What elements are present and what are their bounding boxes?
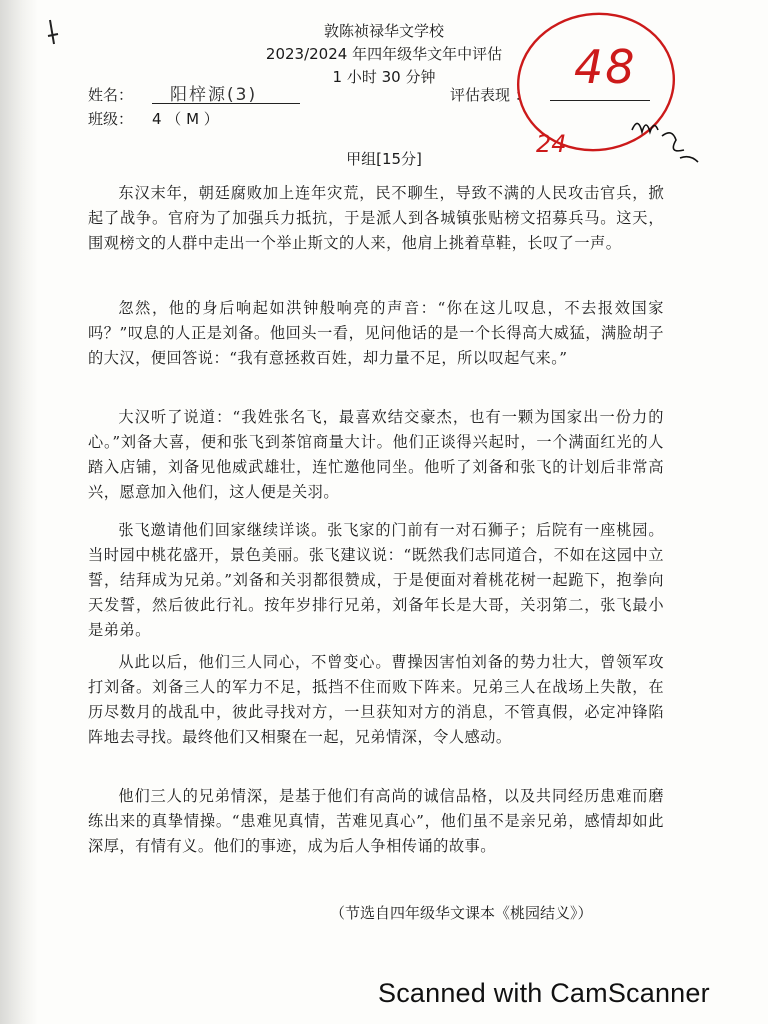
paragraph-6: 他们三人的兄弟情深，是基于他们有高尚的诚信品格，以及共同经历患难而磨练出来的真挚情操。“患难见真情，苦难见真心”，他们虽不是亲兄弟，感情却如此深厚，有情有义。他们的事迹，成为后人争相传诵的故事。 bbox=[88, 787, 664, 855]
score-value: 48 bbox=[574, 40, 637, 94]
school-name: 敦陈祯禄华文学校 bbox=[323, 22, 444, 40]
paragraph-5: 从此以后，他们三人同心，不曾变心。曹操因害怕刘备的势力壮大，曾领军攻打刘备。刘备三人的军力不足，抵挡不住而败下阵来。兄弟三人在战场上失散，在历尽数月的战乱中，彼此寻找对方，一旦获知对方的消息，不管真假，必定冲锋陷阵地去寻找。最终他们又相聚在一起，兄弟情深，令人感动。 bbox=[88, 653, 664, 746]
paragraph-4: 张飞邀请他们回家继续详谈。张飞家的门前有一对石狮子；后院有一座桃园。当时园中桃花盛开，景色美丽。张飞建议说：“既然我们志同道合，不如在这园中立誓，结拜成为兄弟。”刘备和关羽都很赞成，于是便面对着桃花树一起跪下，抱拳向天发誓，然后彼此行礼。按年岁排行兄弟，刘备年长是大哥，关羽第二，张飞最小是弟弟。 bbox=[88, 521, 664, 639]
camscanner-watermark: Scanned with CamScanner bbox=[378, 978, 710, 1008]
paragraph-2: 忽然，他的身后响起如洪钟般响亮的声音：“你在这儿叹息，不去报效国家吗？”叹息的人正是刘备。他回头一看，见问他话的是一个长得高大威猛，满脸胡子的大汉，便回答说：“我有意拯救百姓，却力量不足，所以叹起气来。” bbox=[88, 299, 664, 367]
paragraph-3: 大汉听了说道：“我姓张名飞，最喜欢结交豪杰，也有一颗为国家出一份力的心。”刘备大喜，便和张飞到茶馆商量大计。他们正谈得兴起时，一个满面红光的人踏入店铺，刘备见他威武雄壮，连忙邀他同坐。他听了刘备和张飞的计划后非常高兴，愿意加入他们，这人便是关羽。 bbox=[88, 408, 664, 501]
exam-duration: 1 小时 30 分钟 bbox=[332, 68, 436, 86]
exam-title: 2023/2024 年四年级华文年中评估 bbox=[265, 45, 503, 63]
name-value: 阳梓源(3) bbox=[170, 85, 258, 105]
paragraph-1: 东汉末年，朝廷腐败加上连年灾荒，民不聊生，导致不满的人民攻击官兵，掀起了战争。官府为了加强兵力抵抗，于是派人到各城镇张贴榜文招募兵马。这天，围观榜文的人群中走出一个举止斯文的人来，他肩上挑着草鞋，长叹了一声。 bbox=[88, 184, 664, 252]
class-label: 班级： bbox=[88, 110, 134, 128]
assessment-label: 评估表现 ： bbox=[450, 86, 530, 104]
section-title: 甲组[15分] bbox=[346, 150, 422, 168]
sub-score-value: 24 bbox=[536, 130, 567, 158]
class-value: 4 （ M ） bbox=[152, 110, 219, 128]
name-label: 姓名： bbox=[88, 86, 134, 104]
source-citation: （节选自四年级华文课本《桃园结义》） bbox=[330, 904, 593, 922]
name-underline bbox=[152, 103, 300, 104]
